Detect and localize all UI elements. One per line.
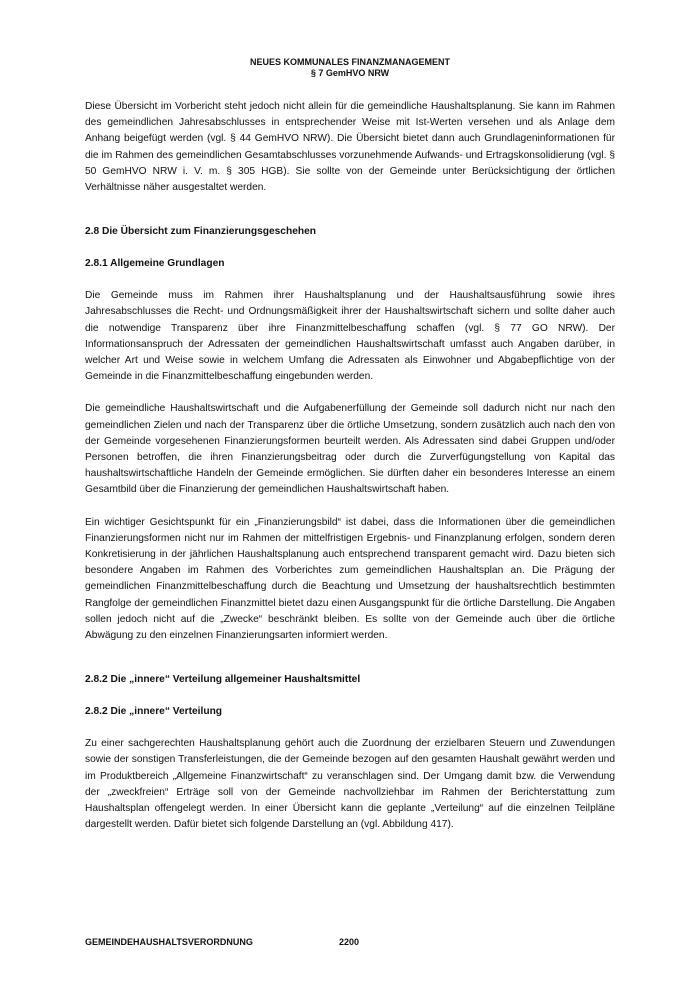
subsection-heading-2-8-2: 2.8.2 Die „innere“ Verteilung xyxy=(85,706,223,718)
paragraph: Ein wichtiger Gesichtspunkt für ein „Finanzierungsbild“ ist dabei, dass die Informationen über die gemeindlichen Finanzierungsformen nicht nur im Rahmen der mittelfristigen Ergebnis- und Finanzplanung erfolgen, sondern deren Konkretisierung in der jährlichen Haushaltsplanung auch entsprechend transparent gemacht wird. Dazu bieten sich besondere Angaben im Rahmen des Vorberichtes zum gemeindlichen Haushaltsplan an. Die Prägung der gemeindlichen Finanzmittelbeschaffung durch die Beachtung und Umsetzung der haushaltsrechtlich bestimmten Rangfolge der gemeindlichen Finanzmittel bietet dazu einen Ausgangspunkt für die örtliche Darstellung. Die Angaben sollen jedoch nicht auf die „Zwecke“ beschränkt bleiben. Es sollte von der Gemeinde auch über die örtliche Abwägung zu den einzelnen Finanzierungsarten informiert werden. xyxy=(85,516,615,642)
footer-title: GEMEINDEHAUSHALTSVERORDNUNG xyxy=(85,937,253,947)
body-content xyxy=(85,99,615,834)
header-title: NEUES KOMMUNALES FINANZMANAGEMENT xyxy=(250,57,450,67)
page-number: 2200 xyxy=(339,937,360,947)
page-header xyxy=(0,57,700,79)
subsection-heading-2-8-1: 2.8.1 Allgemeine Grundlagen xyxy=(85,258,225,270)
section-heading-2-8-2: 2.8.2 Die „innere“ Verteilung allgemeiner Haushaltsmittel xyxy=(85,674,361,686)
intro-paragraph: Diese Übersicht im Vorbericht steht jedoch nicht allein für die gemeindliche Haushaltsplanung. Sie kann im Rahmen des gemeindlichen Jahresabschlusses in entsprechender Weise mit Ist-Werten versehen und als Anlage dem Anhang beigefügt werden (vgl. § 44 GemHVO NRW). Die Übersicht bietet dann auch Grundlageninformationen für die im Rahmen des gemeindlichen Gesamtabschlusses vorzunehmende Aufwands- und Ertragskonsolidierung (vgl. § 50 GemHVO NRW i. V. m. § 305 HGB). Sie sollte von der Gemeinde unter Berücksichtigung der örtlichen Verhältnisse näher ausgestaltet werden. xyxy=(85,101,615,194)
paragraph: Die gemeindliche Haushaltswirtschaft und die Aufgabenerfüllung der Gemeinde soll dadurch nicht nur nach den gemeindlichen Zielen und nach der Transparenz über die örtliche Umsetzung, sondern zusätzlich auch nach den von der Gemeinde vorgesehenen Finanzierungsformen beurteilt werden. Als Adressaten sind dabei Gruppen und/oder Personen betroffen, die ihren Finanzierungsbeitrag oder durch die Zurverfügungstellung von Kapital das haushaltswirtschaftliche Handeln der Gemeinde ermöglichen. Sie dürften daher ein besonderes Interesse an einem Gesamtbild über die Finanzierung der gemeindlichen Haushaltswirtschaft haben. xyxy=(85,403,615,496)
paragraph: Die Gemeinde muss im Rahmen ihrer Haushaltsplanung und der Haushaltsausführung sowie ihres Jahresabschlusses die Recht- und Ordnungsmäßigkeit ihrer der Haushaltswirtschaft sichern und sollte daher auch die notwendige Transparenz über ihre Finanzmittelbeschaffung schaffen (vgl. § 77 GO NRW). Der Informationsanspruch der Adressaten der gemeindlichen Haushaltswirtschaft umfasst auch Angaben darüber, in welcher Art und Weise sowie in welchem Umfang die Adressaten als Einwohner und Abgabepflichtige von der Gemeinde in die Finanzmittelbeschaffung eingebunden werden. xyxy=(85,290,615,383)
paragraph: Zu einer sachgerechten Haushaltsplanung gehört auch die Zuordnung der erzielbaren Steuern und Zuwendungen sowie der sonstigen Transferleistungen, die der Gemeinde bezogen auf den gesamten Haushalt gewährt werden und im Produktbereich „Allgemeine Finanzwirtschaft“ zu veranschlagen sind. Der Umgang damit bzw. die Verwendung der „zweckfreien“ Erträge soll von der Gemeinde nachvollziehbar im Rahmen der Berichterstattung zum Haushaltsplan offengelegt werden. In einer Übersicht kann die geplante „Verteilung“ auf die einzelnen Teilpläne dargestellt werden. Dafür bietet sich folgende Darstellung an (vgl. Abbildung 417). xyxy=(85,738,615,831)
section-heading-2-8: 2.8 Die Übersicht zum Finanzierungsgeschehen xyxy=(85,226,316,238)
header-subtitle: § 7 GemHVO NRW xyxy=(310,68,390,78)
